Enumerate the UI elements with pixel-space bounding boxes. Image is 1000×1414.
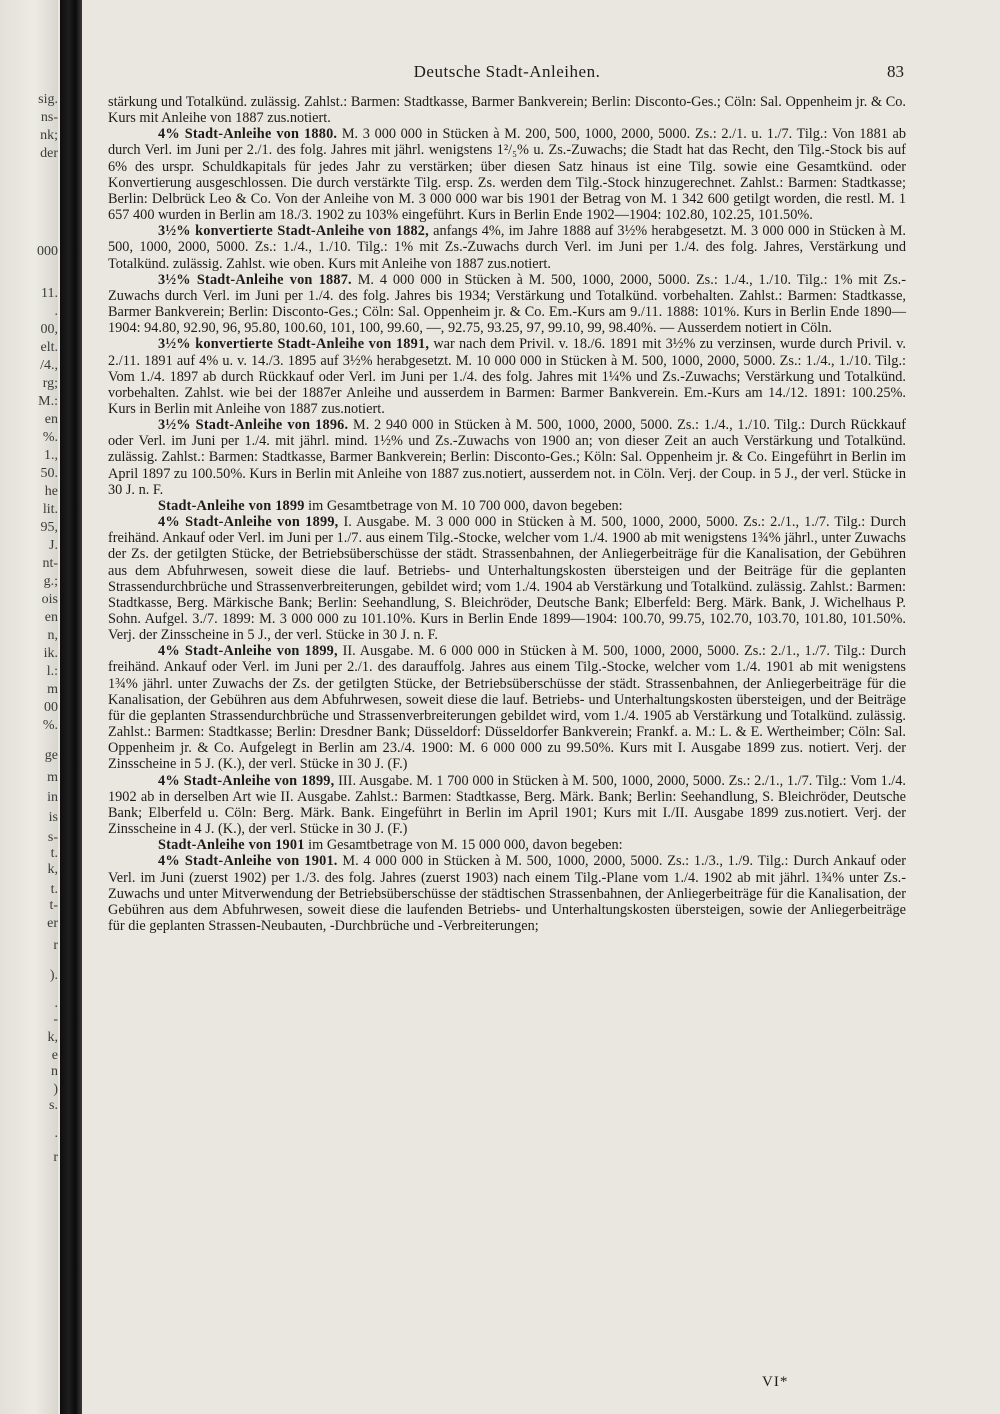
facing-page-fragment: . bbox=[54, 996, 58, 1011]
facing-page-fragment: en bbox=[44, 610, 58, 625]
loan-description: III. Ausgabe. M. 1 700 000 in Stücken à M. 500, 1000, 2000, 5000. Zs.: 2./1., 1./7. Tilg.: Vom 1./4. 1902 ab in derselben Art wie II. Ausgabe. Zahlst.: Barmen: Stadtkasse, Berg. Märk. Bank; Berlin: Seehandlung, S. Bleichröder, Deutsche Bank; Elberfeld u. Cöln: Berg. Märk. Bank. Eingeführt in Berlin im April 1901; Kurs mit I./II. Ausgabe 1899 zus.notiert. Verj. der Zinsscheine in 4 J. (K.), der verl. Stücke in 30 J. (F.) bbox=[108, 772, 906, 838]
loan-heading: Stadt-Anleihe von 1901 bbox=[158, 837, 305, 854]
facing-page-fragment: r bbox=[53, 1150, 58, 1165]
facing-page-fragment: /4., bbox=[40, 358, 58, 373]
facing-page-fragment: he bbox=[44, 484, 58, 499]
loan-paragraph bbox=[108, 336, 906, 417]
facing-page-fragment: 00 bbox=[44, 700, 58, 715]
signature-mark: VI* bbox=[762, 1374, 789, 1390]
facing-page-fragment: 11. bbox=[41, 286, 58, 301]
page-header bbox=[108, 62, 906, 88]
loan-paragraph bbox=[108, 417, 906, 498]
facing-page-fragment: nk; bbox=[40, 128, 58, 143]
running-title: Deutsche Stadt-Anleihen. bbox=[413, 62, 601, 81]
facing-page-fragment: %. bbox=[42, 430, 58, 445]
loan-heading: 4% Stadt-Anleihe von 1899, bbox=[158, 643, 338, 660]
loan-description: M. 4 000 000 in Stücken à M. 500, 1000, 2000, 5000. Zs.: 1./4., 1./10. Tilg.: 1% mit Zs.-Zuwachs durch Verl. im Juni per 1./4. des folg. Jahres bis 1934; Verstärkung und Totalkünd. vorbehalten. Zahlst.: Barmen: Stadtkasse, Barmer Bankverein; Berlin: Disconto-Ges.; Cöln: Sal. Oppenheim jr. & Co. Em.-Kurs am 9./11. 1888: 101%. Kurs in Berlin Ende 1890—1904: 94.80, 92.90, 96, 95.80, 100.60, 101, 100, 99.60, —, 92.75, 93.25, 97, 99.10, 99, 98.40%. — Ausserdem notiert in Cöln. bbox=[108, 271, 906, 337]
facing-page-fragment: t. bbox=[50, 846, 58, 861]
loan-paragraph bbox=[108, 94, 906, 126]
page-number: 83 bbox=[887, 62, 904, 81]
loan-description: M. 2 940 000 in Stücken à M. 500, 1000, 2000, 5000. Zs.: 1./4., 1./10. Tilg.: Durch Rückkauf oder Verl. im Juni per 1./4. mit jährl. mind. 1½% und Zs.-Zuwachs von 1900 an; von dieser Zeit an auch Verstärkung und Totalkünd. zulässig. Zahlst.: Barmen: Stadtkasse, Barmer Bankverein; Berlin: Disconto-Ges.; Köln: Sal. Oppenheim jr. & Co. Eingeführt in Berlin im April 1897 zu 100.50%. Kurs in Berlin mit Anleihe von 1887 zus.notiert, ausserdem not. in Cöln. Verj. der Coup. in 5 J., der verl. Stücke in 30 J. n. F. bbox=[108, 417, 907, 498]
facing-page-fragment: - bbox=[53, 1012, 58, 1027]
facing-page-fragment: s- bbox=[47, 830, 58, 845]
facing-page-fragment: 000 bbox=[37, 244, 58, 259]
facing-page-fragment: ). bbox=[49, 968, 58, 983]
loan-paragraph bbox=[108, 837, 906, 853]
loan-paragraph bbox=[108, 498, 906, 514]
facing-page-fragment: m bbox=[47, 682, 58, 697]
facing-page-fragment: t. bbox=[50, 882, 58, 897]
facing-page-fragment: ik. bbox=[43, 646, 58, 661]
facing-page-fragment: 1., bbox=[44, 448, 58, 463]
facing-page-fragment: l.: bbox=[46, 664, 58, 679]
loan-paragraph bbox=[108, 272, 906, 337]
facing-page-fragment: k, bbox=[47, 862, 58, 877]
facing-page-fragment: sig. bbox=[38, 92, 58, 107]
facing-page-fragment: n bbox=[51, 1064, 58, 1079]
facing-page-margin bbox=[0, 0, 58, 1414]
loan-heading: 3½% Stadt-Anleihe von 1896. bbox=[158, 417, 349, 434]
facing-page-fragment: ) bbox=[53, 1082, 58, 1097]
loan-paragraph bbox=[108, 126, 906, 223]
facing-page-fragment: 50. bbox=[40, 466, 58, 481]
facing-page-fragment: lit. bbox=[42, 502, 58, 517]
loan-description: anfangs 4%, im Jahre 1888 auf 3½% herabgesetzt. M. 3 000 000 in Stücken à M. 500, 1000, 2000, 5000. Zs.: 1./4., 1./10. Tilg.: 1% mit Zs.-Zuwachs durch Verl. im Juni per 1./4. des folg. Jahres, Verstärkung und Totalkünd. zulässig. Zahlst. wie oben. Kurs mit Anleihe von 1887 zus.notiert. bbox=[108, 223, 906, 272]
loan-heading: 4% Stadt-Anleihe von 1901. bbox=[158, 853, 338, 870]
loan-description: stärkung und Totalkünd. zulässig. Zahlst.: Barmen: Stadtkasse, Barmer Bankverein; Berlin: Disconto-Ges.; Cöln: Sal. Oppenheim jr. & Co. Kurs mit Anleihe von 1887 zus.notiert. bbox=[108, 94, 906, 127]
loan-description: M. 3 000 000 in Stücken à M. 200, 500, 1000, 2000, 5000. Zs.: 2./1. u. 1./7. Tilg.: Von 1881 ab durch Verl. im Juni per 2./1. des folg. Jahres mit jährl. wenigstens 1²/₅% u. Zs.-Zuwachs; die Stadt hat das Recht, den Tilg.-Stock bis auf 6% des urspr. Schuldkapitals für jedes Jahr zu verstärken; über diesen Satz hinaus ist eine Tilg. sowie eine Gesamtkünd. oder Konvertierung ausgeschlossen. Die durch verstärkte Tilg. ersp. Zs. werden dem Tilg.-Stock hinzugerechnet. Zahlst.: Barmen: Stadtkasse; Berlin: Delbrück Leo & Co. Von der Anleihe von M. 3 000 000 war bis 1901 der Betrag von M. 1 342 600 getilgt worden, die restl. M. 1 657 400 wurden in Berlin am 18./3. 1902 zu 103% eingeführt. Kurs in Berlin Ende 1902—1904: 102.80, 102.25, 101.50%. bbox=[108, 126, 907, 224]
facing-page-fragment: ns- bbox=[40, 110, 58, 125]
loan-description: I. Ausgabe. M. 3 000 000 in Stücken à M. 500, 1000, 2000, 5000. Zs.: 2./1., 1./7. Tilg.: Durch freihänd. Ankauf oder Verl. im Juni per 1./7. aus einem Tilg.-Stocke, welcher vom 1./4. 1900 ab mit wenigstens 1¾% jährl., unter Zuwachs der Zs. der getilgten Stücke, der Betriebsüberschüsse der städt. Strassenbahnen, der Anliegerbeiträge für die Kanalisation, der Gebühren aus dem Abfuhrwesen, soweit diese die lauf. Betriebs- und Unterhaltungskosten übersteigen und der Beiträge für die geplanten Strassendurchbrüche und Strassenverbreiterungen, gebildet wird; vom 1./4. 1904 ab Verstärkung und Totalkünd. zulässig. Zahlst.: Barmen: Stadtkasse, Berg. Märkische Bank; Berlin: Seehandlung, S. Bleichröder, Deutsche Bank; Elberfeld: Berg. Märk. Bank, J. Wichelhaus P. Sohn. Aufgel. 3./7. 1899: M. 3 000 000 zu 101.10%. Kurs in Berlin Ende 1899—1904: 100.70, 99.75, 102.70, 103.70, 101.80, 101.50%. Verj. der Zinsscheine in 5 J., der verl. Stücke in 30 J. n. F. bbox=[108, 514, 907, 644]
book-spine-shadow bbox=[60, 0, 82, 1414]
facing-page-fragment: k, bbox=[47, 1030, 58, 1045]
facing-page-fragment: ois bbox=[41, 592, 58, 607]
loan-description: M. 4 000 000 in Stücken à M. 500, 1000, 2000, 5000. Zs.: 1./3., 1./9. Tilg.: Durch Ankauf oder Verl. im Juni (zuerst 1902) per 1./3. des folg. Jahres (zuerst 1903) nach einem Tilg.-Plane vom 1./4. 1902 ab mit jährl. 1¾% unter Zs.-Zuwachs und unter Mitverwendung der Betriebsüberschüsse der städtischen Strassenbahnen, der Anliegerbeiträge für die Kanalisation, der Gebühren aus dem Abfuhrwesen, soweit diese die laufenden Betriebs- und Unterhaltungskosten übersteigen, sowie der Anliegerbeiträge für die geplanten Strassen-Neubauten, -Durchbrüche und -Verbreiterungen; bbox=[108, 853, 906, 934]
facing-page-fragment: nt- bbox=[42, 556, 58, 571]
loan-heading: 3½% konvertierte Stadt-Anleihe von 1891, bbox=[158, 336, 430, 353]
facing-page-fragment: s. bbox=[49, 1098, 58, 1113]
loan-heading: 3½% Stadt-Anleihe von 1887. bbox=[158, 271, 352, 288]
facing-page-fragment: e bbox=[51, 1048, 58, 1063]
facing-page-fragment: r bbox=[53, 938, 58, 953]
facing-page-fragment: 00, bbox=[40, 322, 58, 337]
loan-heading: 4% Stadt-Anleihe von 1880. bbox=[158, 126, 338, 143]
facing-page-fragment: is bbox=[48, 810, 58, 825]
loan-paragraph bbox=[108, 514, 906, 643]
loan-paragraph bbox=[108, 643, 906, 772]
loan-heading: 4% Stadt-Anleihe von 1899, bbox=[158, 514, 339, 531]
facing-page-fragment: g.; bbox=[43, 574, 58, 589]
facing-page-fragment: . bbox=[54, 1126, 58, 1141]
loan-description: war nach dem Privil. v. 18./6. 1891 mit 3½% zu verzinsen, wurde durch Privil. v. 2./11. 1891 auf 4% u. v. 14./3. 1895 auf 3½% herabgesetzt. M. 10 000 000 in Stücken à M. 500, 1000, 2000, 5000. Zs.: 1./4., 1./10. Tilg.: Vom 1./4. 1897 ab durch Rückkauf oder Verl. im Juni per 1./4. des folg. Jahres mit 1¼% und Zs.-Zuwachs; Verstärkung und Totalkünd. vorbehalten. Zahlst. wie bei der 1887er Anleihe und ausserdem in Barmen: Barmer Bankverein. Em.-Kurs am 14./12. 1891: 100.25%. Kurs in Berlin mit Anleihe von 1887 zus.notiert. bbox=[108, 336, 907, 417]
facing-page-fragment: elt. bbox=[40, 340, 58, 355]
facing-page-fragment: ge bbox=[44, 748, 58, 763]
facing-page-fragment: J. bbox=[49, 538, 58, 553]
facing-page-fragment: m bbox=[47, 770, 58, 785]
loan-description: im Gesamtbetrage von M. 15 000 000, davon begeben: bbox=[304, 837, 623, 854]
facing-page-fragment: rg; bbox=[42, 376, 58, 391]
facing-page-fragment: %. bbox=[42, 718, 58, 733]
facing-page-fragment: n, bbox=[47, 628, 58, 643]
loan-description: II. Ausgabe. M. 6 000 000 in Stücken à M. 500, 1000, 2000, 5000. Zs.: 2./1., 1./7. Tilg.: Durch freihänd. Ankauf oder Verl. im Juni per 2./1. des darauffolg. Jahres aus einem Tilg.-Stocke, welcher vom 1./4. 1901 ab mit wenigstens 1¾% jährl. unter Zuwachs der Zs. der getilgten Stücke, der Betriebsüberschüsse der städt. Strassenbahnen, der Anliegerbeiträge für die Kanalisation, der Gebühren aus dem Abfuhrwesen, soweit diese die lauf. Betriebs- und Unterhaltungskosten übersteigen, und der Beiträge für die geplanten Strassendurchbrüche und Strassenverbreiterungen gebildet wird, vom 1./4. 1905 ab Verstärkung und Totalkünd. zulässig. Zahlst.: Barmen: Stadtkasse; Berlin: Dresdner Bank; Düsseldorf: Düsseldorfer Bankverein; Frankf. a. M.: L. & E. Wertheimber; Cöln: Sal. Oppenheim jr. & Co. Aufgelegt in Berlin am 23./4. 1900: M. 6 000 000 zu 99.50%. Kurs mit I. Ausgabe 1899 zus. notiert. Verj. der Zinsscheine in 5 J. (K.), der verl. Stücke in 30 J. (F.) bbox=[108, 643, 906, 773]
facing-page-fragment: er bbox=[47, 916, 58, 931]
body-text bbox=[108, 94, 906, 934]
loan-heading: 4% Stadt-Anleihe von 1899, bbox=[158, 772, 335, 789]
loan-paragraph bbox=[108, 853, 906, 934]
loan-description: im Gesamtbetrage von M. 10 700 000, davon begeben: bbox=[304, 497, 623, 514]
facing-page-fragment: 95, bbox=[40, 520, 58, 535]
facing-page-fragment: der bbox=[40, 146, 58, 161]
loan-paragraph bbox=[108, 773, 906, 838]
loan-heading: Stadt-Anleihe von 1899 bbox=[158, 497, 305, 514]
facing-page-fragment: en bbox=[44, 412, 58, 427]
facing-page-fragment: t- bbox=[49, 898, 58, 913]
facing-page-fragment: M.: bbox=[38, 394, 58, 409]
facing-page-fragment: . bbox=[54, 304, 58, 319]
facing-page-fragment: in bbox=[47, 790, 58, 805]
loan-paragraph bbox=[108, 223, 906, 271]
loan-heading: 3½% konvertierte Stadt-Anleihe von 1882, bbox=[158, 223, 429, 240]
